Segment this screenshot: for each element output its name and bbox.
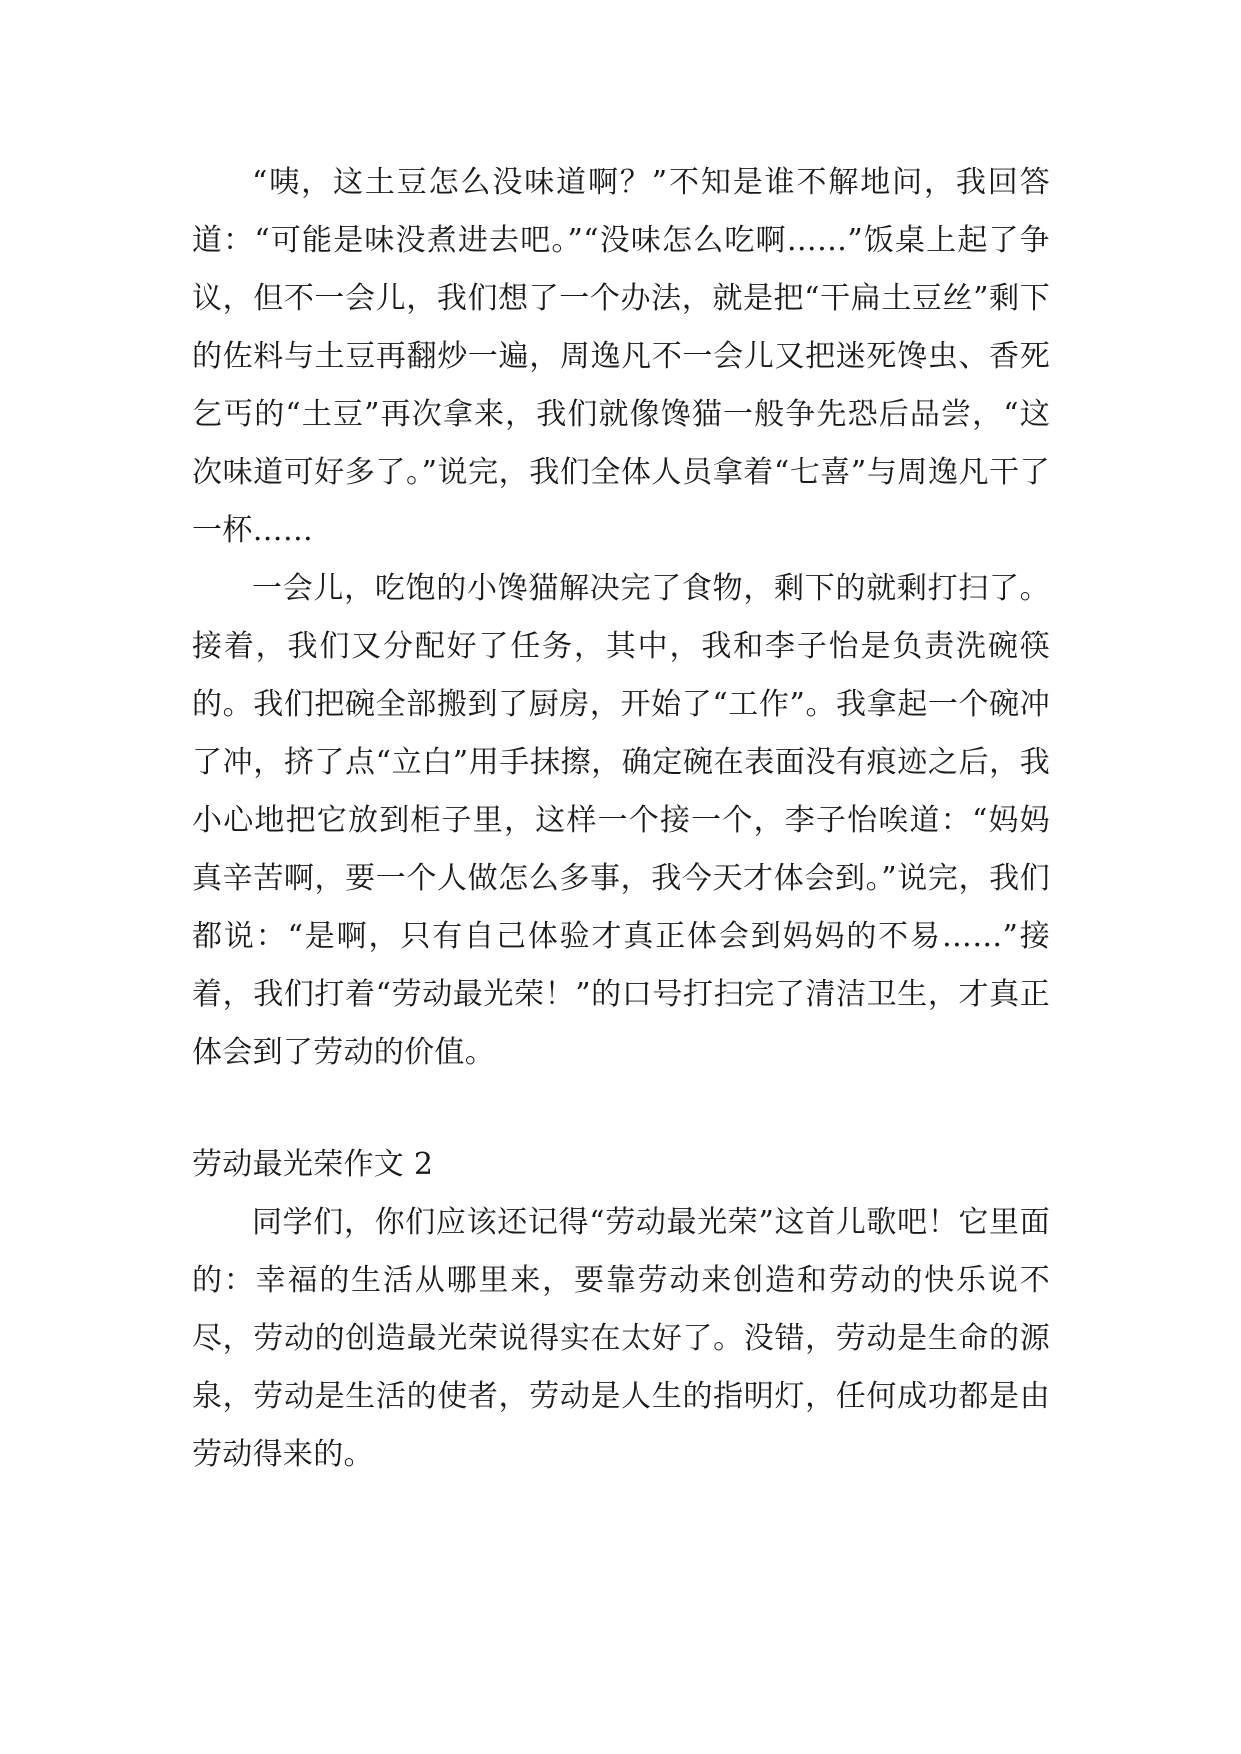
document-body [192, 154, 1050, 1484]
section-title: 劳动最光荣作文 2 [192, 1147, 434, 1182]
paragraph-washing-dishes: 一会儿，吃饱的小馋猫解决完了食物，剩下的就剩打扫了。接着，我们又分配好了任务，其中，我和李子怡是负责洗碗筷的。我们把碗全部搬到了厨房，开始了“工作”。我拿起一个碗冲了冲，挤了点“立白”用手抹擦，确定碗在表面没有痕迹之后，我小心地把它放到柜子里，这样一个接一个，李子怡唉道：“妈妈真辛苦啊，要一个人做怎么多事，我今天才体会到。”说完，我们都说：“是啊，只有自己体验才真正体会到妈妈的不易……”接着，我们打着“劳动最光荣！”的口号打扫完了清洁卫生，才真正体会到了劳动的价值。 [192, 571, 1050, 1070]
paragraph-labor-song: 同学们，你们应该还记得“劳动最光荣”这首儿歌吧！它里面的：幸福的生活从哪里来，要靠劳动来创造和劳动的快乐说不尽，劳动的创造最光荣说得实在太好了。没错，劳动是生命的源泉，劳动是生活的使者，劳动是人生的指明灯，任何成功都是由劳动得来的。 [192, 1205, 1050, 1472]
paragraph-potato-taste: “咦，这土豆怎么没味道啊？”不知是谁不解地问，我回答道：“可能是味没煮进去吧。”“没味怎么吃啊……”饭桌上起了争议，但不一会儿，我们想了一个办法，就是把“干扁土豆丝”剩下的佐料与土豆再翻炒一遍，周逸凡不一会儿又把迷死馋虫、香死乞丐的“土豆”再次拿来，我们就像馋猫一般争先恐后品尝，“这次味道可好多了。”说完，我们全体人员拿着“七喜”与周逸凡干了一杯…… [192, 165, 1050, 548]
